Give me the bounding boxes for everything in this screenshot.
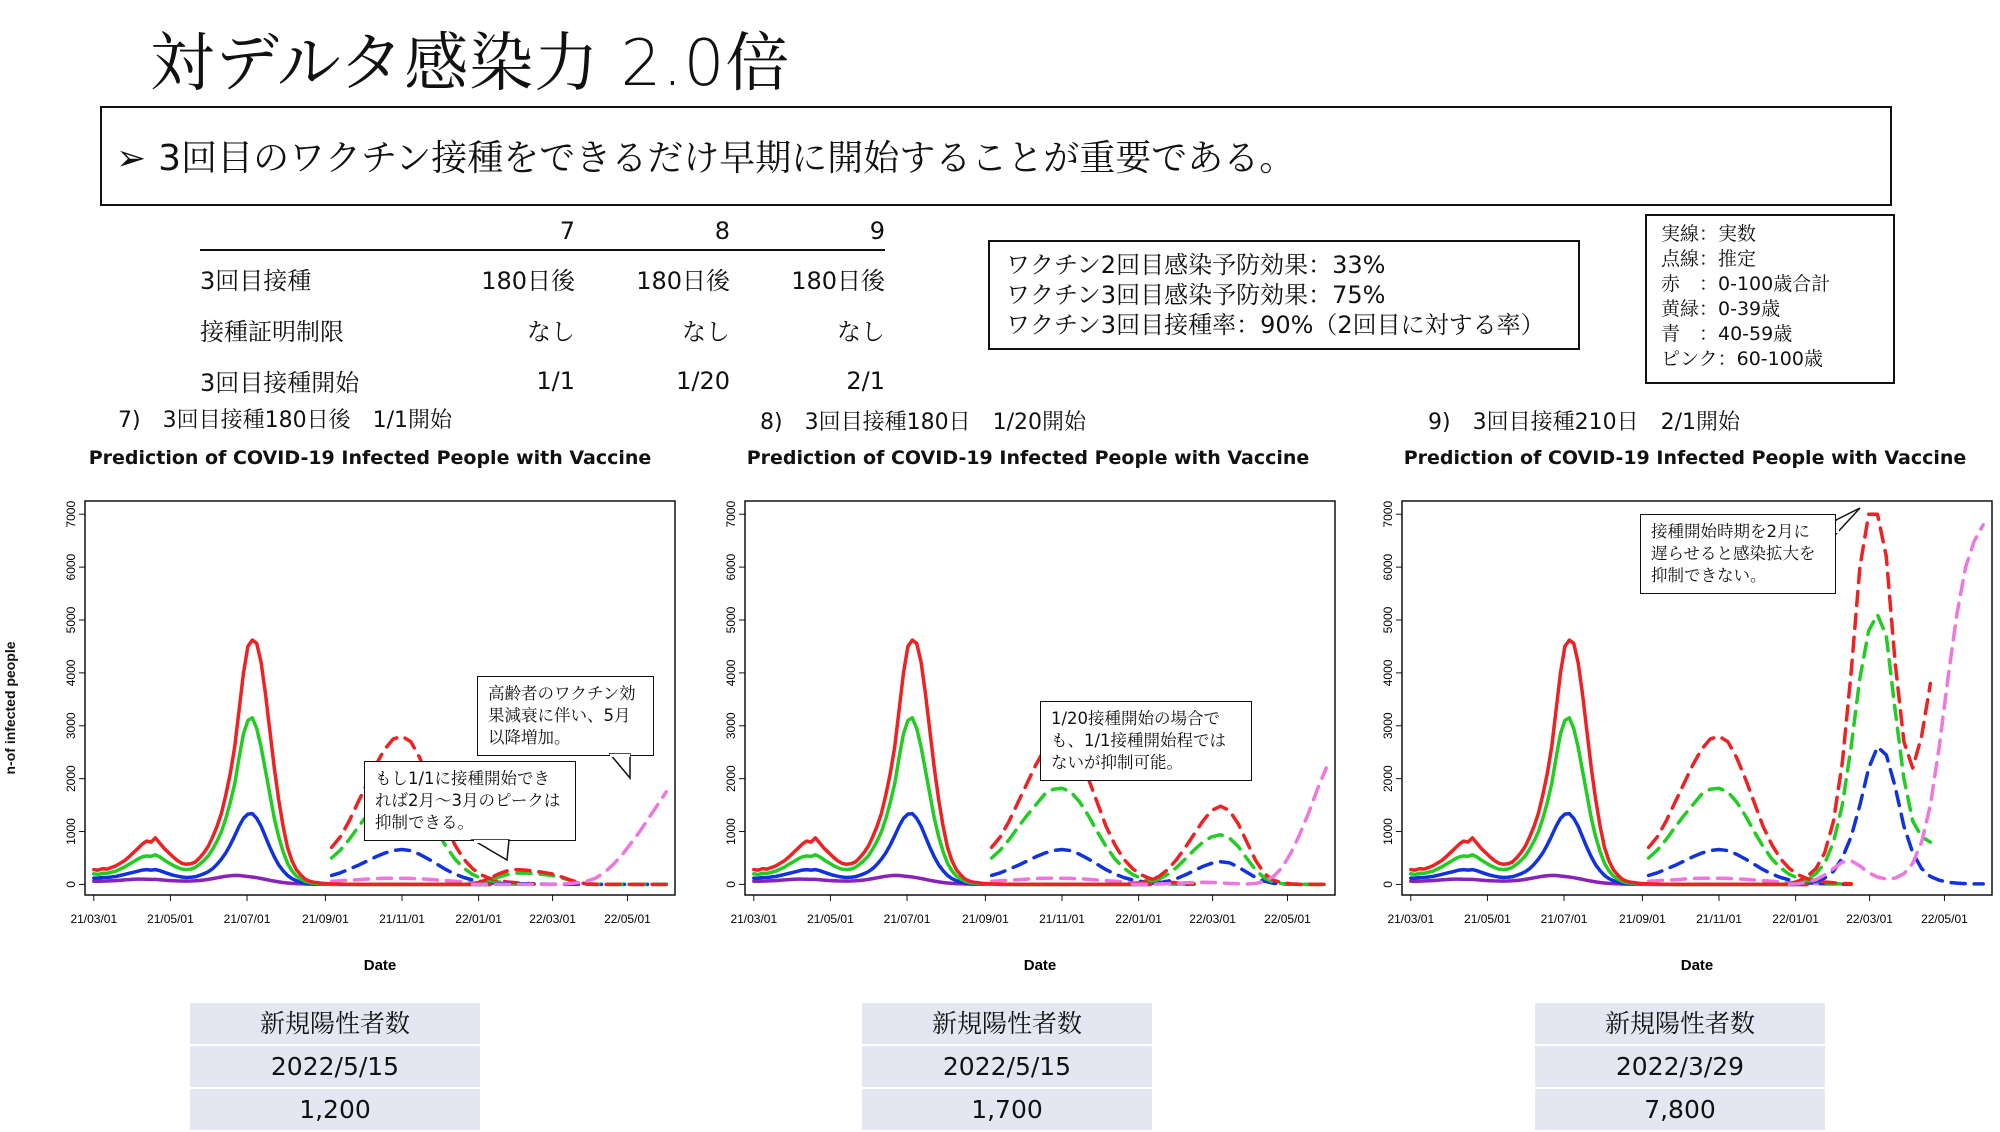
x-tick-label: 21/11/01 — [379, 912, 425, 926]
table-row-label: 接種証明制限 — [200, 318, 344, 346]
y-tick-label: 0 — [1381, 881, 1395, 888]
y-tick-label: 6000 — [64, 553, 78, 581]
callout-feb-start: 接種開始時期を2月に遅らせると感染拡大を抑制できない。 — [1640, 514, 1836, 594]
x-tick-label: 22/05/01 — [1921, 912, 1968, 926]
table-cell: 180日後 — [791, 267, 885, 295]
y-tick-label: 4000 — [64, 659, 78, 687]
series-actual-mid — [754, 814, 1150, 885]
table-cell: なし — [527, 318, 575, 346]
x-axis-label: Date — [363, 957, 397, 974]
stats-value: 7,800 — [1535, 1089, 1825, 1130]
table-row-label: 3回目接種開始 — [200, 369, 360, 397]
x-axis-label: Date — [1680, 957, 1714, 974]
page-title: 対デルタ感染力 2.0倍 — [150, 27, 791, 101]
legend-note: 点線：推定 — [1661, 248, 1757, 270]
stats-date: 2022/5/15 — [190, 1046, 480, 1087]
y-tick-label: 5000 — [1381, 606, 1395, 634]
y-tick-label: 4000 — [724, 659, 738, 687]
x-tick-label: 22/03/01 — [529, 912, 576, 926]
y-tick-label: 2000 — [64, 765, 78, 793]
x-tick-label: 22/01/01 — [1772, 912, 1819, 926]
chart-title: Prediction of COVID-19 Infected People with Vaccine — [746, 447, 1310, 469]
y-tick-label: 2000 — [724, 765, 738, 793]
y-tick-label: 3000 — [64, 712, 78, 740]
y-tick-label: 1000 — [724, 818, 738, 845]
x-axis-label: Date — [1023, 957, 1057, 974]
y-tick-label: 1000 — [64, 818, 78, 845]
parameter-line: ワクチン3回目感染予防効果：75% — [1006, 281, 1386, 309]
y-tick-label: 3000 — [1381, 712, 1395, 740]
y-tick-label: 5000 — [724, 606, 738, 634]
legend-note: 実線：実数 — [1661, 223, 1757, 245]
callout-jan20-start: 1/20接種開始の場合でも、1/1接種開始程ではないが抑制可能。 — [1040, 701, 1252, 781]
key-point-box — [100, 106, 1892, 206]
y-tick-label: 0 — [64, 881, 78, 888]
table-row — [200, 250, 885, 302]
x-tick-label: 21/07/01 — [1540, 912, 1588, 926]
x-tick-label: 22/05/01 — [604, 912, 651, 926]
callout-tail — [600, 748, 640, 784]
arrow-bullet-icon: ➢ — [116, 138, 147, 179]
legend-note: ピンク：60-100歳 — [1661, 348, 1823, 370]
key-point-text: 3回目のワクチン接種をできるだけ早期に開始することが重要である。 — [158, 138, 1296, 179]
y-tick-label: 1000 — [1381, 818, 1395, 845]
y-tick-label: 6000 — [724, 553, 738, 581]
table-row — [200, 302, 885, 353]
legend-note: 青 ：40-59歳 — [1661, 323, 1793, 345]
parameter-line: ワクチン3回目接種率：90%（2回目に対する率） — [1006, 311, 1545, 339]
table-cell: 2/1 — [846, 366, 885, 395]
y-tick-label: 4000 — [1381, 659, 1395, 687]
series-forecast-old — [1133, 768, 1327, 884]
table-cell: なし — [682, 318, 730, 346]
x-tick-label: 21/09/01 — [962, 912, 1009, 926]
table-row — [200, 353, 885, 404]
legend-note-box — [1645, 214, 1895, 384]
stats-value: 1,200 — [190, 1089, 480, 1130]
table-header-cell — [200, 215, 420, 250]
table-header-cell: 7 — [420, 215, 575, 250]
x-tick-label: 21/09/01 — [302, 912, 349, 926]
scenario-label-7: 7) 3回目接種180日後 1/1開始 — [118, 408, 452, 433]
x-tick-label: 21/05/01 — [807, 912, 854, 926]
table-cell: 180日後 — [481, 267, 575, 295]
table-cell: 1/1 — [536, 366, 575, 395]
series-actual-total — [1411, 640, 1807, 884]
chart-title: Prediction of COVID-19 Infected People with Vaccine — [1403, 447, 1967, 469]
series-forecast-total — [1133, 806, 1327, 884]
y-axis-label: n-of infected people — [2, 641, 18, 775]
x-tick-label: 21/03/01 — [70, 912, 118, 926]
y-tick-label: 2000 — [1381, 765, 1395, 793]
table-row-label: 3回目接種 — [200, 267, 312, 295]
x-tick-label: 22/01/01 — [455, 912, 502, 926]
callout-tail — [1828, 500, 1868, 540]
y-tick-label: 6000 — [1381, 553, 1395, 581]
table-cell: 1/20 — [676, 366, 730, 395]
condition-table — [200, 215, 885, 404]
table-header-cell: 9 — [730, 215, 885, 250]
condition-table-header — [200, 215, 885, 250]
x-tick-label: 21/11/01 — [1696, 912, 1742, 926]
y-tick-label: 7000 — [1381, 500, 1395, 528]
x-tick-label: 21/05/01 — [1464, 912, 1511, 926]
x-tick-label: 21/07/01 — [883, 912, 931, 926]
x-tick-label: 21/05/01 — [147, 912, 194, 926]
y-tick-label: 7000 — [64, 500, 78, 528]
key-point — [116, 130, 1295, 181]
stats-header: 新規陽性者数 — [1535, 1003, 1825, 1044]
y-tick-label: 0 — [724, 881, 738, 888]
plot-frame — [745, 501, 1335, 895]
table-cell: 180日後 — [636, 267, 730, 295]
table-header-cell: 8 — [575, 215, 730, 250]
x-tick-label: 22/01/01 — [1115, 912, 1162, 926]
legend-note: 黄緑：0-39歳 — [1661, 298, 1781, 320]
parameter-line: ワクチン2回目感染予防効果：33% — [1006, 251, 1386, 279]
parameter-box — [988, 240, 1580, 350]
stats-value: 1,700 — [862, 1089, 1152, 1130]
x-tick-label: 21/09/01 — [1619, 912, 1666, 926]
stats-table-8 — [862, 1003, 1152, 1132]
y-tick-label: 7000 — [724, 500, 738, 528]
x-tick-label: 22/05/01 — [1264, 912, 1311, 926]
stats-header: 新規陽性者数 — [190, 1003, 480, 1044]
x-tick-label: 21/11/01 — [1039, 912, 1085, 926]
series-actual-mid — [1411, 814, 1807, 885]
chart-title: Prediction of COVID-19 Infected People with Vaccine — [88, 447, 652, 469]
x-tick-label: 21/07/01 — [223, 912, 271, 926]
x-tick-label: 22/03/01 — [1189, 912, 1236, 926]
stats-date: 2022/3/29 — [1535, 1046, 1825, 1087]
x-tick-label: 22/03/01 — [1846, 912, 1893, 926]
callout-tail — [465, 834, 525, 864]
callout-waning-elderly: 高齢者のワクチン効果減衰に伴い、5月以降増加。 — [477, 676, 654, 756]
stats-table-7 — [190, 1003, 480, 1132]
y-tick-label: 5000 — [64, 606, 78, 634]
callout-early-start: もし1/1に接種開始できれば2月～3月のピークは抑制できる。 — [364, 761, 576, 841]
x-tick-label: 21/03/01 — [730, 912, 778, 926]
series-estimate-young — [992, 788, 1195, 884]
stats-table-9 — [1535, 1003, 1825, 1132]
stats-date: 2022/5/15 — [862, 1046, 1152, 1087]
x-tick-label: 21/03/01 — [1387, 912, 1435, 926]
y-tick-label: 3000 — [724, 712, 738, 740]
scenario-label-9: 9) 3回目接種210日 2/1開始 — [1428, 410, 1740, 435]
legend-note: 赤 ：0-100歳合計 — [1661, 273, 1831, 295]
stats-header: 新規陽性者数 — [862, 1003, 1152, 1044]
scenario-label-8: 8) 3回目接種180日 1/20開始 — [760, 410, 1086, 435]
table-cell: なし — [837, 318, 885, 346]
